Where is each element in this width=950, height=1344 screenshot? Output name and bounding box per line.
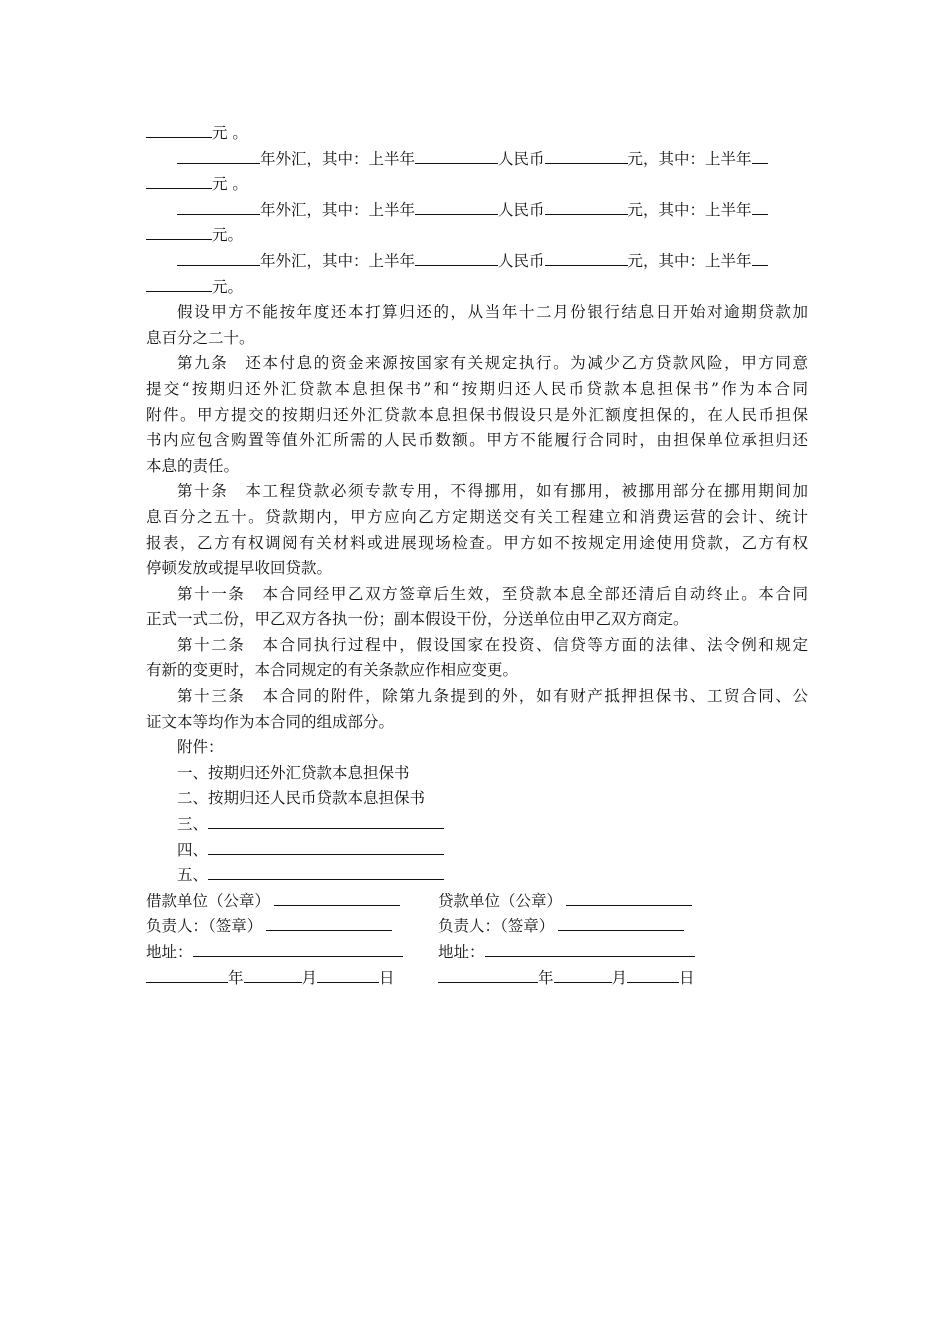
lender-address-group [438, 940, 695, 966]
article-10-line-1: 第十条 本工程贷款必须专款专用，不得挪用，如有挪用，被挪用部分在挪用期间加 [177, 482, 808, 501]
rmb-label: 人民币 [498, 149, 545, 168]
attachment-label: 五、 [177, 866, 209, 885]
lender-date-group [438, 966, 695, 992]
blank-line [146, 276, 212, 292]
forex-row-3 [146, 249, 808, 275]
blank-line [177, 250, 260, 266]
blank-line [266, 915, 392, 931]
contract-page [146, 121, 808, 991]
blank-line [177, 148, 260, 164]
blank-line [566, 890, 692, 906]
year-label: 年 [538, 968, 554, 987]
month-label: 月 [611, 968, 628, 987]
lender-responsible-label: 负责人：（签章） [438, 917, 555, 936]
yuan-text: 元。 [212, 277, 244, 296]
forex-row-1 [146, 147, 808, 173]
attachment-label: 三、 [177, 815, 209, 834]
attachments-heading: 附件： [177, 738, 224, 757]
blank-line [627, 967, 679, 983]
blank-line [438, 967, 538, 983]
borrower-unit-label: 借款单位（公章） [146, 891, 271, 910]
blank-line [415, 199, 498, 215]
forex-mid: 元，其中：上半年 [627, 200, 752, 219]
forex-prefix: 年外汇，其中：上半年 [260, 149, 416, 168]
blank-line [146, 967, 228, 983]
blank-line [415, 148, 498, 164]
attachment-item-3 [146, 812, 808, 838]
forex-prefix: 年外汇，其中：上半年 [260, 200, 416, 219]
article-11-line-2: 正式一式二份，甲乙双方各执一份；副本假设干份，分送单位由甲乙双方商定。 [146, 610, 689, 629]
yuan-text: 元 。 [212, 124, 248, 142]
blank-line [177, 199, 260, 215]
blank-line [193, 941, 403, 957]
blank-line [415, 250, 498, 266]
forex-mid: 元，其中：上半年 [627, 149, 752, 168]
blank-line [485, 941, 695, 957]
yuan-text: 元。 [212, 226, 244, 245]
blank-line [545, 148, 628, 164]
attachment-item-4 [146, 838, 808, 864]
rmb-label: 人民币 [498, 200, 545, 219]
blank-line [554, 967, 612, 983]
attachment-item-2: 二、按期归还人民币贷款本息担保书 [177, 789, 426, 808]
article-10-line-3: 报表，乙方有权调阅有关材料或进展现场检查。甲方如不按规定用途使用贷款，乙方有权 [146, 533, 808, 552]
blank-line [208, 813, 444, 829]
blank-line [274, 890, 400, 906]
yuan-text: 元 。 [212, 175, 248, 194]
attachment-item-1: 一、按期归还外汇贷款本息担保书 [177, 763, 410, 782]
blank-line [545, 250, 628, 266]
blank-line [752, 250, 768, 266]
article-10-line-2: 息百分之五十。贷款期内，甲方应向乙方定期送交有关工程建立和消费运营的会计、统计 [146, 507, 808, 526]
signature-row-date [146, 966, 808, 992]
penalty-line-1: 假设甲方不能按年度还本打算归还的，从当年十二月份银行结息日开始对逾期贷款加 [177, 303, 808, 322]
blank-line [752, 199, 768, 215]
article-9-line-3: 附件。甲方提交的按期归还外汇贷款本息担保书假设只是外汇额度担保的，在人民币担保 [146, 405, 808, 424]
borrower-address-label: 地址： [146, 943, 193, 961]
lender-unit-group [438, 889, 692, 915]
forex-row-1-tail [146, 172, 808, 198]
signature-row-address [146, 940, 808, 966]
year-label: 年 [228, 968, 244, 987]
article-13-line-2: 证文本等均作为本合同的组成部分。 [146, 712, 395, 731]
forex-row-2 [146, 198, 808, 224]
day-label: 日 [679, 968, 695, 987]
article-9-line-1: 第九条 还本付息的资金来源按国家有关规定执行。为减少乙方贷款风险，甲方同意 [177, 354, 808, 373]
forex-row-2-tail [146, 223, 808, 249]
article-9-line-2: 提交“按期归还外汇贷款本息担保书”和“按期归还人民币贷款本息担保书”作为本合同 [146, 379, 808, 398]
forex-prefix: 年外汇，其中：上半年 [260, 251, 416, 270]
blank-line [208, 839, 444, 855]
month-label: 月 [301, 968, 318, 987]
blank-line [545, 199, 628, 215]
lender-unit-label: 贷款单位（公章） [438, 891, 563, 910]
blank-line [146, 224, 212, 240]
blank-line [244, 967, 302, 983]
attachment-label: 四、 [177, 840, 209, 859]
blank-line [558, 915, 684, 931]
article-9-line-5: 本息的责任。 [146, 456, 240, 475]
forex-mid: 元，其中：上半年 [627, 251, 752, 270]
forex-row-3-tail [146, 275, 808, 301]
lender-responsible-group [438, 914, 684, 940]
rmb-label: 人民币 [498, 251, 545, 270]
article-10-line-4: 停顿发放或提早收回贷款。 [146, 559, 333, 578]
borrower-responsible-label: 负责人：（签章） [146, 917, 263, 936]
continuation-line [146, 121, 808, 147]
attachment-item-5 [146, 863, 808, 889]
article-11-line-1: 第十一条 本合同经甲乙双方签章后生效，至贷款本息全部还清后自动终止。本合同 [177, 584, 808, 603]
article-13-line-1: 第十三条 本合同的附件，除第九条提到的外，如有财产抵押担保书、工贸合同、公 [177, 687, 808, 706]
blank-line [146, 173, 212, 189]
penalty-line-2: 息百分之二十。 [146, 328, 255, 347]
day-label: 日 [379, 968, 395, 987]
blank-line [752, 148, 768, 164]
blank-line [208, 864, 444, 880]
lender-address-label: 地址： [438, 943, 485, 961]
article-12-line-1: 第十二条 本合同执行过程中，假设国家在投资、信贷等方面的法律、法令例和规定 [177, 635, 808, 654]
blank-line [146, 122, 212, 138]
article-12-line-2: 有新的变更时，本合同规定的有关条款应作相应变更。 [146, 661, 519, 680]
blank-line [317, 967, 379, 983]
article-9-line-4: 书内应包含购置等值外汇所需的人民币数额。甲方不能履行合同时，由担保单位承担归还 [146, 431, 808, 450]
signature-row-responsible [146, 914, 808, 940]
signature-row-unit [146, 889, 808, 915]
